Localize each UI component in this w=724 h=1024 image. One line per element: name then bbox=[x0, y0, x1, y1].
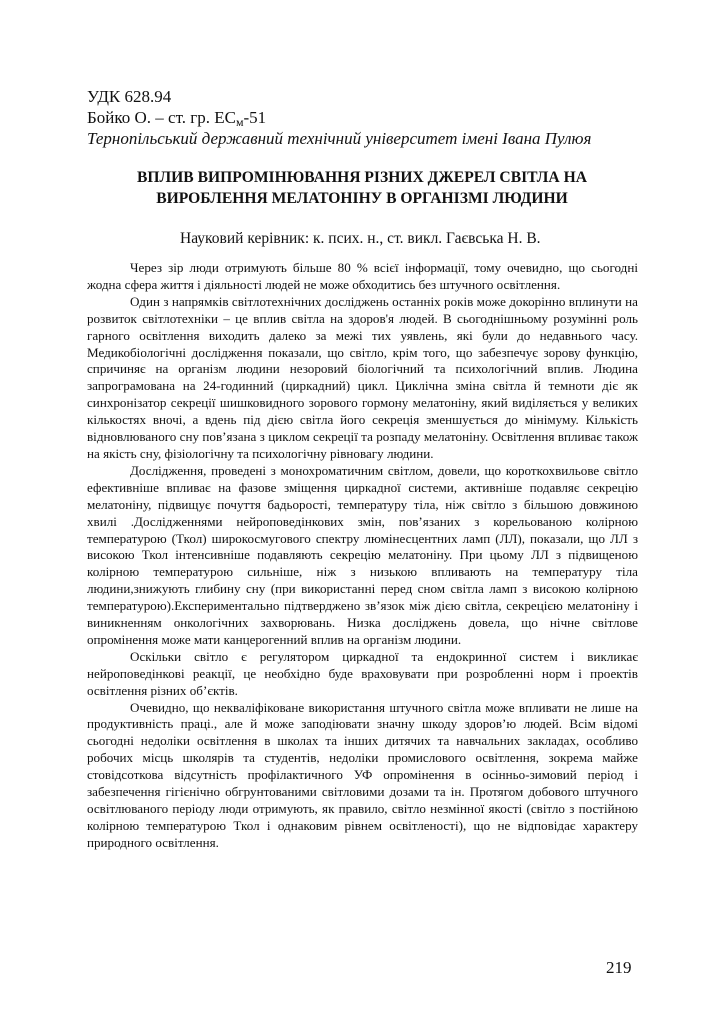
body-text bbox=[87, 260, 638, 852]
group-subscript: м bbox=[235, 115, 244, 129]
title-line-1: ВПЛИВ ВИПРОМІНЮВАННЯ РІЗНИХ ДЖЕРЕЛ СВІТЛА НА bbox=[137, 169, 587, 186]
paper-title bbox=[87, 167, 637, 209]
udk-code: УДК 628.94 bbox=[87, 87, 172, 106]
supervisor-line: Науковий керівник: к. псих. н., ст. викл. Гаєвська Н. В. bbox=[180, 230, 541, 247]
paragraph: Через зір люди отримують більше 80 % всієї інформації, тому очевидно, що сьогодні жодна сфера життя і діяльності людей не може обходитись без штучного освітлення. bbox=[87, 260, 638, 292]
author-name: Бойко О. – ст. гр. ЕС bbox=[87, 108, 236, 127]
title-line-2: ВИРОБЛЕННЯ МЕЛАТОНІНУ В ОРГАНІЗМІ ЛЮДИНИ bbox=[156, 190, 568, 207]
affiliation: Тернопільський державний технічний університет імені Івана Пулюя bbox=[87, 129, 592, 148]
paragraph: Один з напрямків світлотехнічних досліджень останніх років може докорінно вплинути на розвиток світлотехніки – це вплив світла на здоров'я людей. В сьогоднішньому розумінні роль гарного освітлення виходить далеко за межі тих уявлень, які були до недавнього часу. Медикобіологічні дослідження показали, що світло, крім того, що забезпечує зорову функцію, спричиняє на організм людини незоровий біологічний та психологічний вплив. Людина запрограмована на 24-годинний (циркадний) цикл. Циклічна зміна світла й темноти діє як синхронізатор секреції шишковидного зорового гормону мелатоніну, який виділяється у великих кількостях вночі, а вдень під дією світла його секреція зменшується до мінімуму. Кількість відновлюваного сну пов’язана з циклом секреції та розпаду мелатоніну. Освітлення впливає також на якість сну, фізіологічну та психологічну рівновагу людини. bbox=[87, 293, 638, 461]
header-block bbox=[87, 86, 647, 149]
paragraph: Очевидно, що некваліфіковане використання штучного світла може впливати не лише на продуктивність праці., але й може заподіювати значну шкоду здоров’ю людей. Всім відомі сьогодні недоліки освітлення в школах та інших дитячих та навчальних закладах, особливо робочих місць школярів та студентів, недоліки промислового освітлення, зокрема майже стовідсоткова відсутність профілактичного УФ опромінення в осінньо-зимовий період і забезпечення гігієнічно обгрунтованими світловими дозами та ін. Протягом добового штучного освітлюваного періоду люди отримують, як правило, світло незмінної якості (світло з постійною колірною температурою Ткол і однаковим рівнем освітленості), що не відповідає характеру природного освітлення. bbox=[87, 699, 638, 850]
page-number: 219 bbox=[606, 958, 632, 977]
paragraph: Дослідження, проведені з монохроматичним світлом, довели, що короткохвильове світло ефективніше впливає на фазове зміщення циркадної системи, активніше подавляє секрецію мелатоніну, підвищує почуття бадьорості, температуру тіла, ніж світло з більшою довжиною хвилі .Дослідженнями нейроповедінкових змін, пов’язаних з корельованою колірною температурою (Ткол) широкосмугового спектру люмінесцентних ламп (ЛЛ), показали, що ЛЛ з високою Ткол інтенсивніше подавляють секрецію мелатоніну. При цьому ЛЛ з підвищеною колірною температурою сильніше, ніж з низькою впливають на температуру тіла людини,знижують глибину сну (при використанні перед сном світла ламп з високою колірною температурою).Експериментально підтверджено зв’язок між дією світла, секрецією мелатоніну і виникненням онкологічних захворювань. Низка досліджень довела, що нічне світлове опромінення може мати канцерогенний вплив на організм людини. bbox=[87, 462, 638, 647]
author-line bbox=[87, 107, 647, 128]
paragraph: Оскільки світло є регулятором циркадної та ендокринної систем і викликає нейроповедінкові реакції, це необхідно буде враховувати при розробленні норм і проектів освітлення різних об’єктів. bbox=[87, 648, 638, 698]
group-number: -51 bbox=[243, 108, 267, 127]
